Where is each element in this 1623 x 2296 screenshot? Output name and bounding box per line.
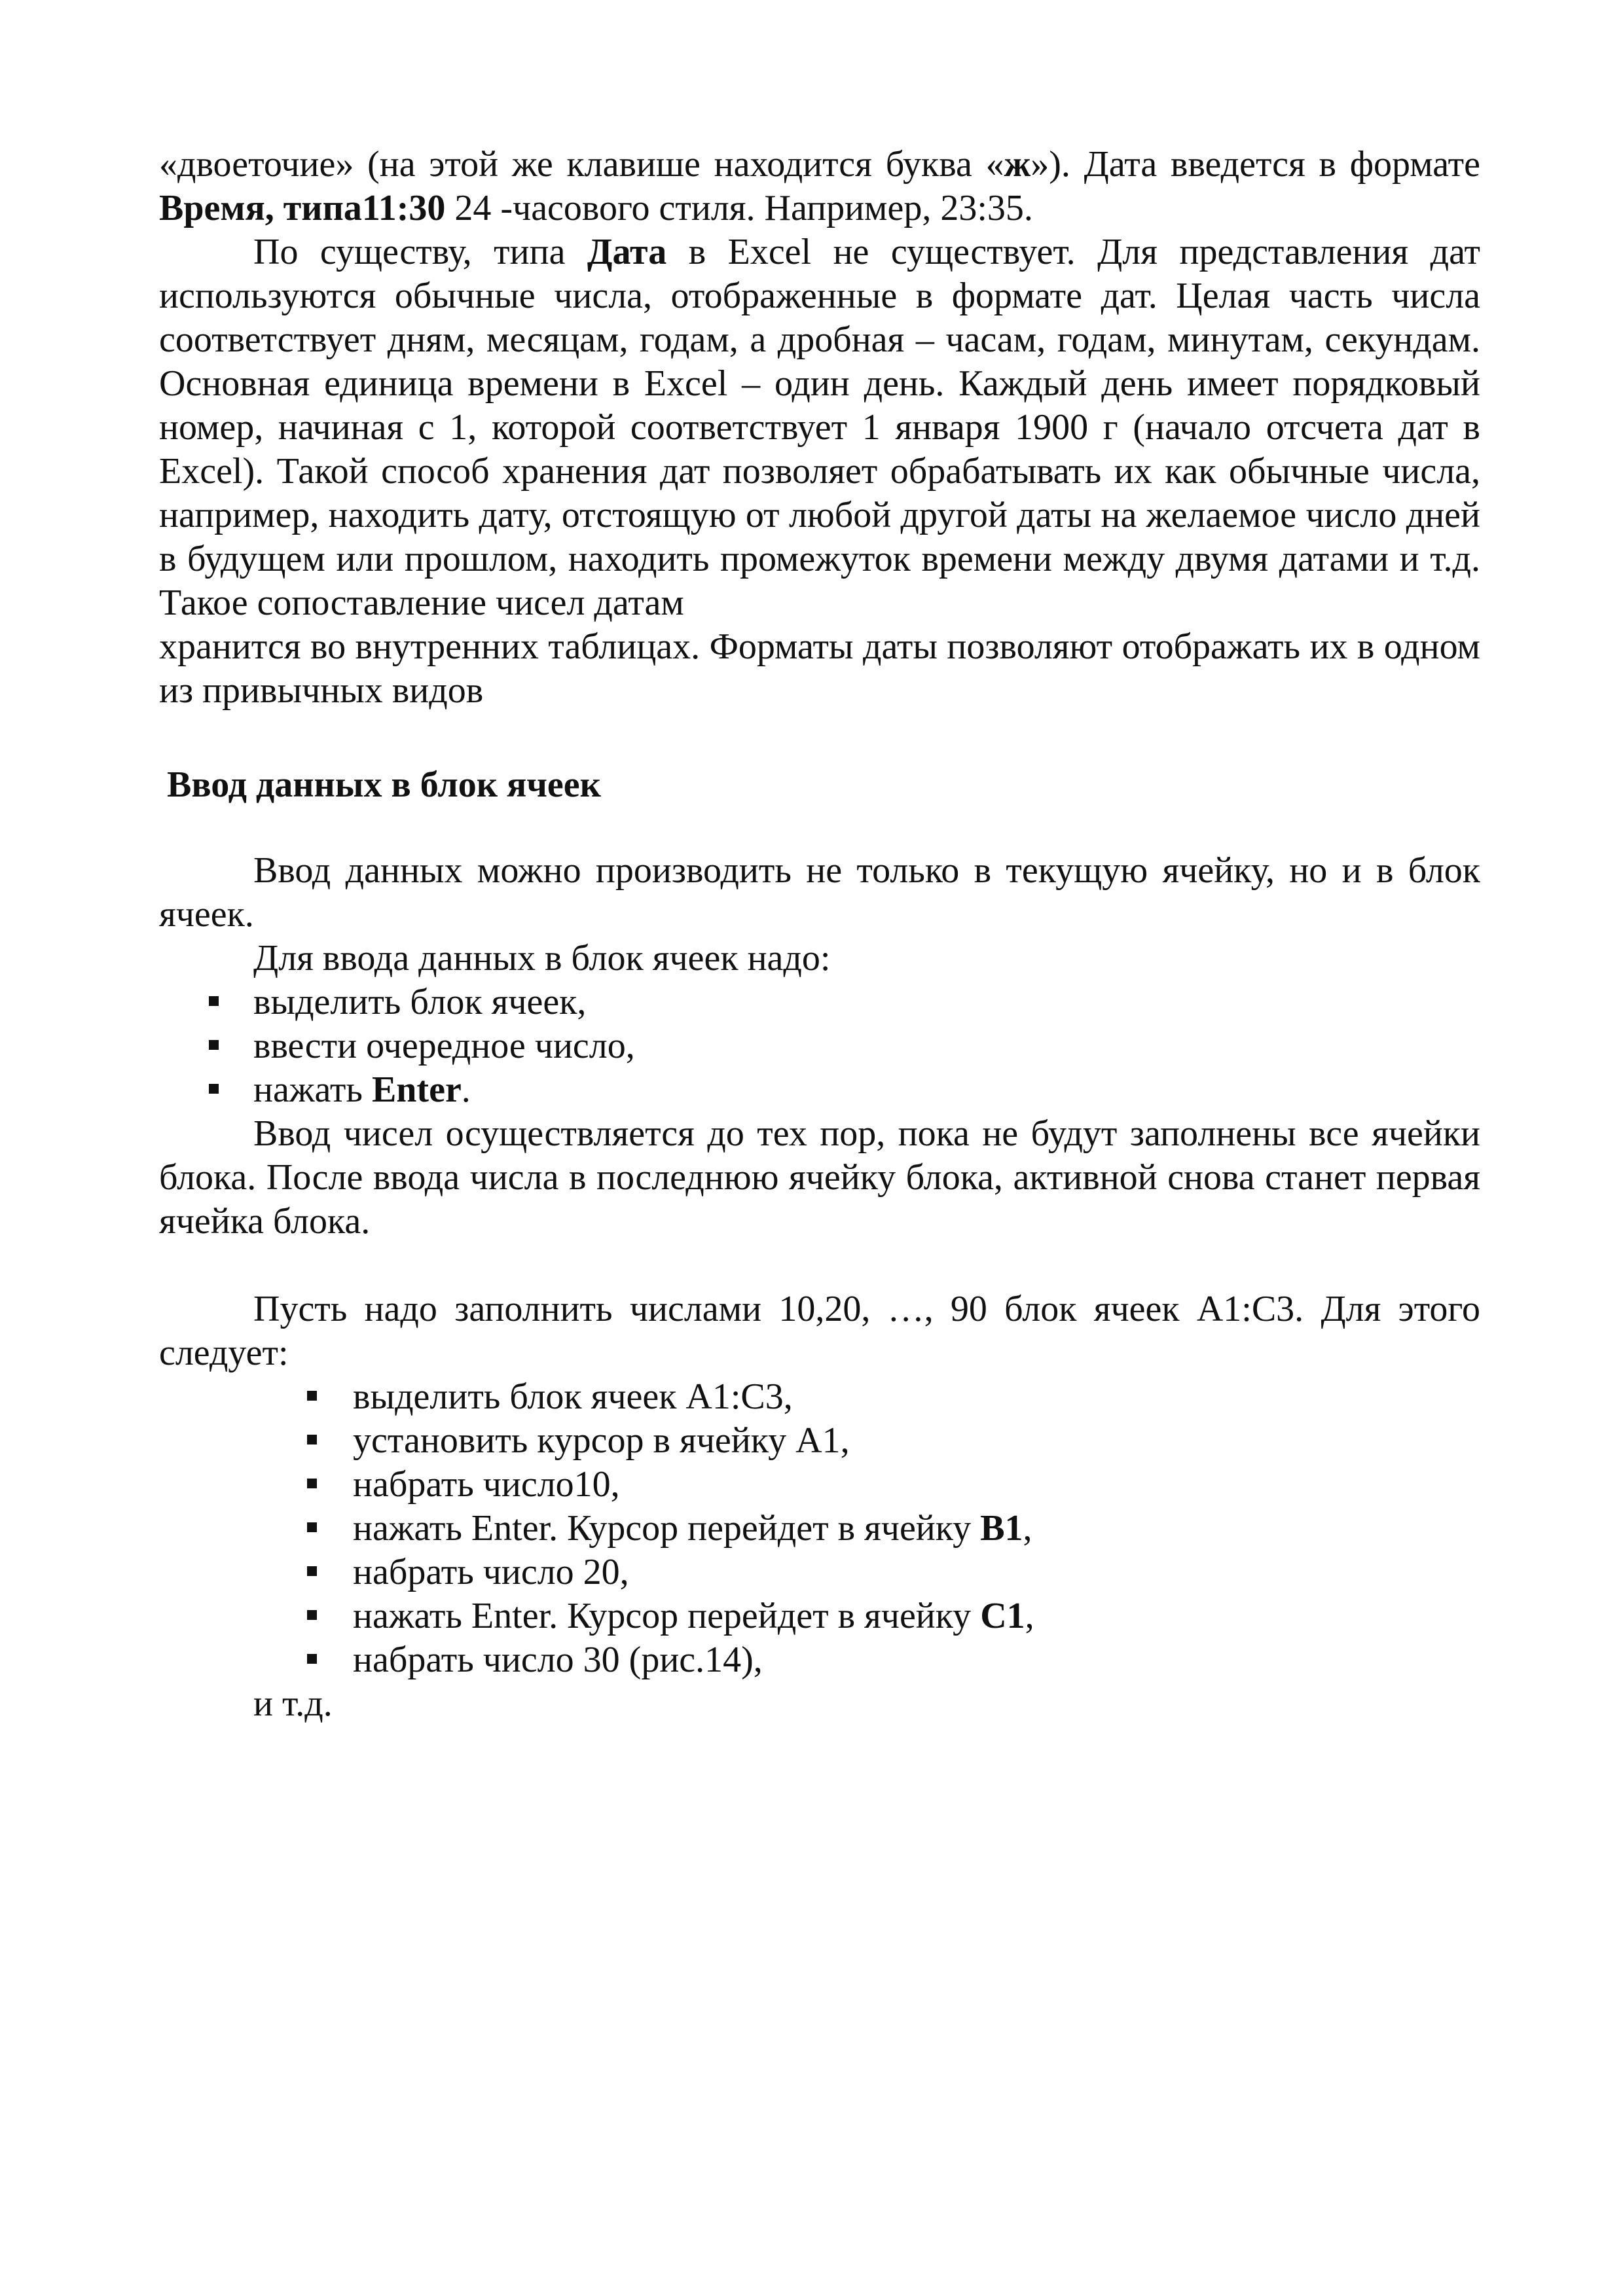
spacer [159,1244,1480,1287]
bullet-square-icon [307,1479,317,1488]
bold-date-type: Дата [587,232,667,272]
paragraph-date-format [159,143,1480,230]
bullet-square-icon [209,1040,219,1050]
section-heading: Ввод данных в блок ячеек [167,764,601,805]
bullet-square-icon [307,1435,317,1444]
paragraph-block-steps-intro: Для ввода данных в блок ячеек надо: [253,938,831,978]
text-run: »). Дата введется в формате [1030,144,1480,185]
list-item: нажать Enter. Курсор перейдет в ячейку В1, [159,1507,1480,1551]
bullet-square-icon [307,1391,317,1401]
paragraph-example-intro: Пусть надо заполнить числами 10,20, …, 90 блок ячеек А1:С3. Для этого следует: [159,1289,1480,1373]
bullet-square-icon [209,1084,219,1094]
text-run: в Excel не существует. Для представления дат используются обычные числа, отображенные в формате дат. Целая часть числа соответствует дням, месяцам, годам, а дробная – часам, годам, минутам, секундам. Основная единица времени в Excel – один день. Каждый день имеет порядковый номер, начиная с 1, которой соответствует 1 января 1900 г (начало отсчета дат в Excel). Такой способ хранения дат позволяет обрабатывать их как обычные числа, например, находить дату, отстоящую от любой другой даты на желаемое число дней в будущем или прошлом, находить промежуток времени между двумя датами и т.д. Такое сопоставление чисел датам [159,232,1480,623]
list-item: набрать число 30 (рис.14), [159,1638,1480,1682]
paragraph-block-input: Ввод данных можно производить не только в текущую ячейку, но и в блок ячеек. [159,850,1480,935]
bold-letter: ж [1004,144,1031,185]
list-item: нажать Enter. [159,1068,1480,1112]
list-example-steps [159,1375,1480,1682]
list-item: набрать число 20, [159,1551,1480,1594]
list-block-steps [159,980,1480,1112]
bullet-square-icon [307,1566,317,1576]
list-item: ввести очередное число, [159,1024,1480,1068]
paragraph-input-cycle: Ввод чисел осуществляется до тех пор, пока не будут заполнены все ячейки блока. После ввода числа в последнюю ячейку блока, активной снова станет первая ячейка блока. [159,1113,1480,1242]
list-item: набрать число10, [159,1463,1480,1507]
bullet-square-icon [307,1654,317,1664]
list-item: установить курсор в ячейку А1, [159,1419,1480,1463]
closing-etc: и т.д. [253,1683,333,1724]
spacer [159,807,1480,849]
list-item: выделить блок ячеек, [159,980,1480,1024]
bullet-square-icon [209,996,219,1006]
text-run: 24 -часового стиля. Например, 23:35. [445,188,1033,228]
text-run: По существу, типа [253,232,587,272]
paragraph-date-storage: хранится во внутренних таблицах. Форматы даты позволяют отображать их в одном из привычных видов [159,626,1480,711]
list-item: выделить блок ячеек А1:С3, [159,1375,1480,1419]
text-run: «двоеточие» (на этой же клавише находится буква « [159,144,1004,185]
bullet-square-icon [307,1610,317,1620]
bold-time-format: Время, типа11:30 [159,188,446,228]
bullet-square-icon [307,1522,317,1532]
document-page [159,143,1480,1726]
list-item: нажать Enter. Курсор перейдет в ячейку С1, [159,1594,1480,1638]
paragraph-date-type [159,230,1480,625]
